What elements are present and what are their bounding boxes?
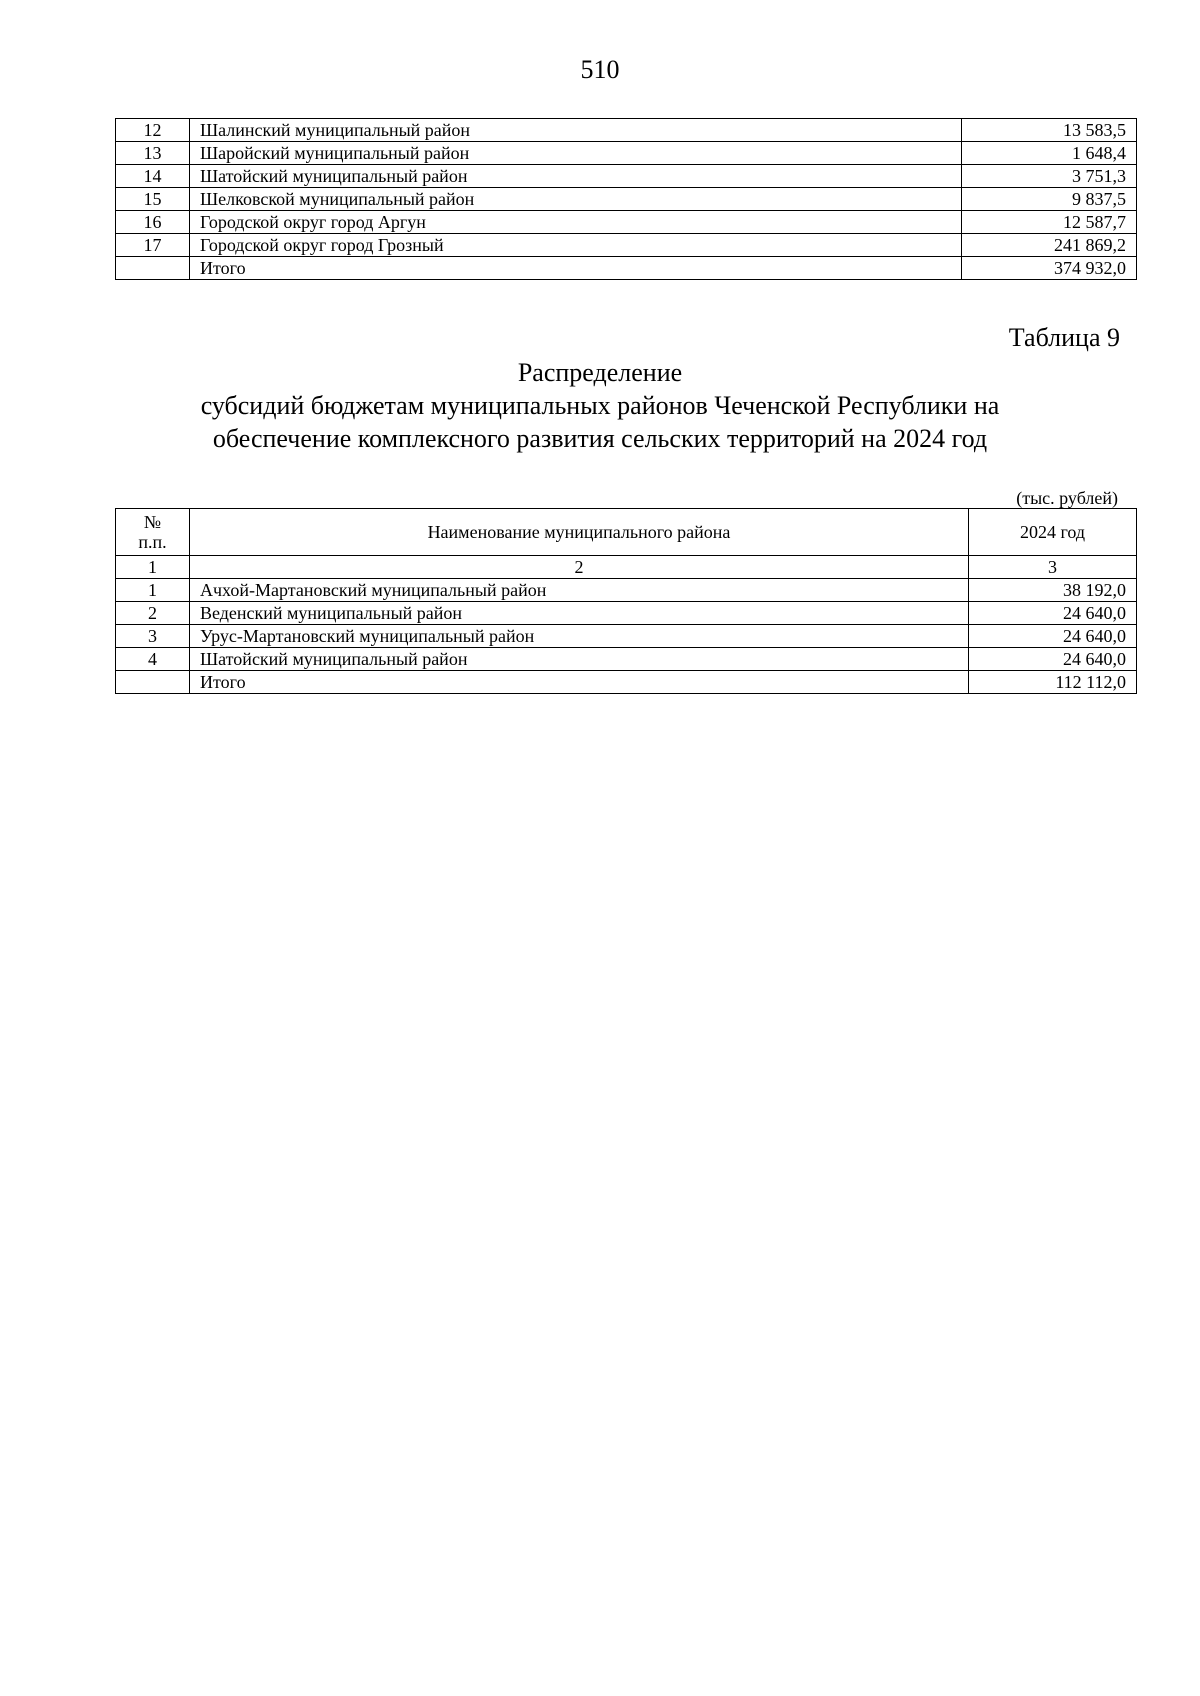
amount: 3 751,3 xyxy=(962,165,1137,188)
district-name: Городской округ город Грозный xyxy=(190,234,962,257)
title-line: Распределение xyxy=(517,358,683,387)
subsidy-table xyxy=(115,508,1137,694)
header-row xyxy=(116,509,1137,556)
row-number: 4 xyxy=(116,648,190,671)
column-number: 3 xyxy=(969,556,1137,579)
title-line: субсидий бюджетам муниципальных районов Чеченской Республики на xyxy=(200,391,1000,420)
district-name: Веденский муниципальный район xyxy=(190,602,969,625)
table-row xyxy=(116,602,1137,625)
row-number: 3 xyxy=(116,625,190,648)
header-year: 2024 год xyxy=(969,509,1137,556)
table-row xyxy=(116,625,1137,648)
amount: 13 583,5 xyxy=(962,119,1137,142)
amount: 12 587,7 xyxy=(962,211,1137,234)
row-number: 12 xyxy=(116,119,190,142)
district-name: Шатойский муниципальный район xyxy=(190,648,969,671)
table-label: Таблица 9 xyxy=(1008,323,1120,352)
row-number: 2 xyxy=(116,602,190,625)
amount: 241 869,2 xyxy=(962,234,1137,257)
column-number: 2 xyxy=(190,556,969,579)
row-number: 1 xyxy=(116,579,190,602)
column-numbers-row xyxy=(116,556,1137,579)
total-label: Итого xyxy=(190,257,962,280)
units-note: (тыс. рублей) xyxy=(1016,488,1118,508)
header-number-symbol: № xyxy=(143,512,162,532)
district-name: Ачхой-Мартановский муниципальный район xyxy=(190,579,969,602)
header-number-abbr: п.п. xyxy=(138,532,167,552)
column-number: 1 xyxy=(116,556,190,579)
district-name: Урус-Мартановский муниципальный район xyxy=(190,625,969,648)
amount: 24 640,0 xyxy=(969,602,1137,625)
row-number xyxy=(116,257,190,280)
district-name: Шелковской муниципальный район xyxy=(190,188,962,211)
row-number xyxy=(116,671,190,694)
row-number: 16 xyxy=(116,211,190,234)
table-row xyxy=(116,165,1137,188)
total-row xyxy=(116,671,1137,694)
row-number: 13 xyxy=(116,142,190,165)
table-row xyxy=(116,579,1137,602)
amount: 38 192,0 xyxy=(969,579,1137,602)
district-name: Городской округ город Аргун xyxy=(190,211,962,234)
row-number: 17 xyxy=(116,234,190,257)
table-row xyxy=(116,188,1137,211)
district-name: Шалинский муниципальный район xyxy=(190,119,962,142)
previous-table xyxy=(115,118,1137,280)
page-number: 510 xyxy=(580,55,620,84)
row-number: 14 xyxy=(116,165,190,188)
total-row xyxy=(116,257,1137,280)
table-row xyxy=(116,119,1137,142)
table-title xyxy=(0,356,1200,455)
district-name: Шатойский муниципальный район xyxy=(190,165,962,188)
amount: 24 640,0 xyxy=(969,648,1137,671)
district-name: Шаройский муниципальный район xyxy=(190,142,962,165)
total-amount: 374 932,0 xyxy=(962,257,1137,280)
amount: 9 837,5 xyxy=(962,188,1137,211)
total-label: Итого xyxy=(190,671,969,694)
total-amount: 112 112,0 xyxy=(969,671,1137,694)
table-row xyxy=(116,211,1137,234)
row-number: 15 xyxy=(116,188,190,211)
table-row xyxy=(116,234,1137,257)
amount: 1 648,4 xyxy=(962,142,1137,165)
title-line: обеспечение комплексного развития сельских территорий на 2024 год xyxy=(212,424,988,453)
header-name: Наименование муниципального района xyxy=(190,509,969,556)
header-number-cell xyxy=(116,509,190,556)
amount: 24 640,0 xyxy=(969,625,1137,648)
table-row xyxy=(116,142,1137,165)
table-row xyxy=(116,648,1137,671)
